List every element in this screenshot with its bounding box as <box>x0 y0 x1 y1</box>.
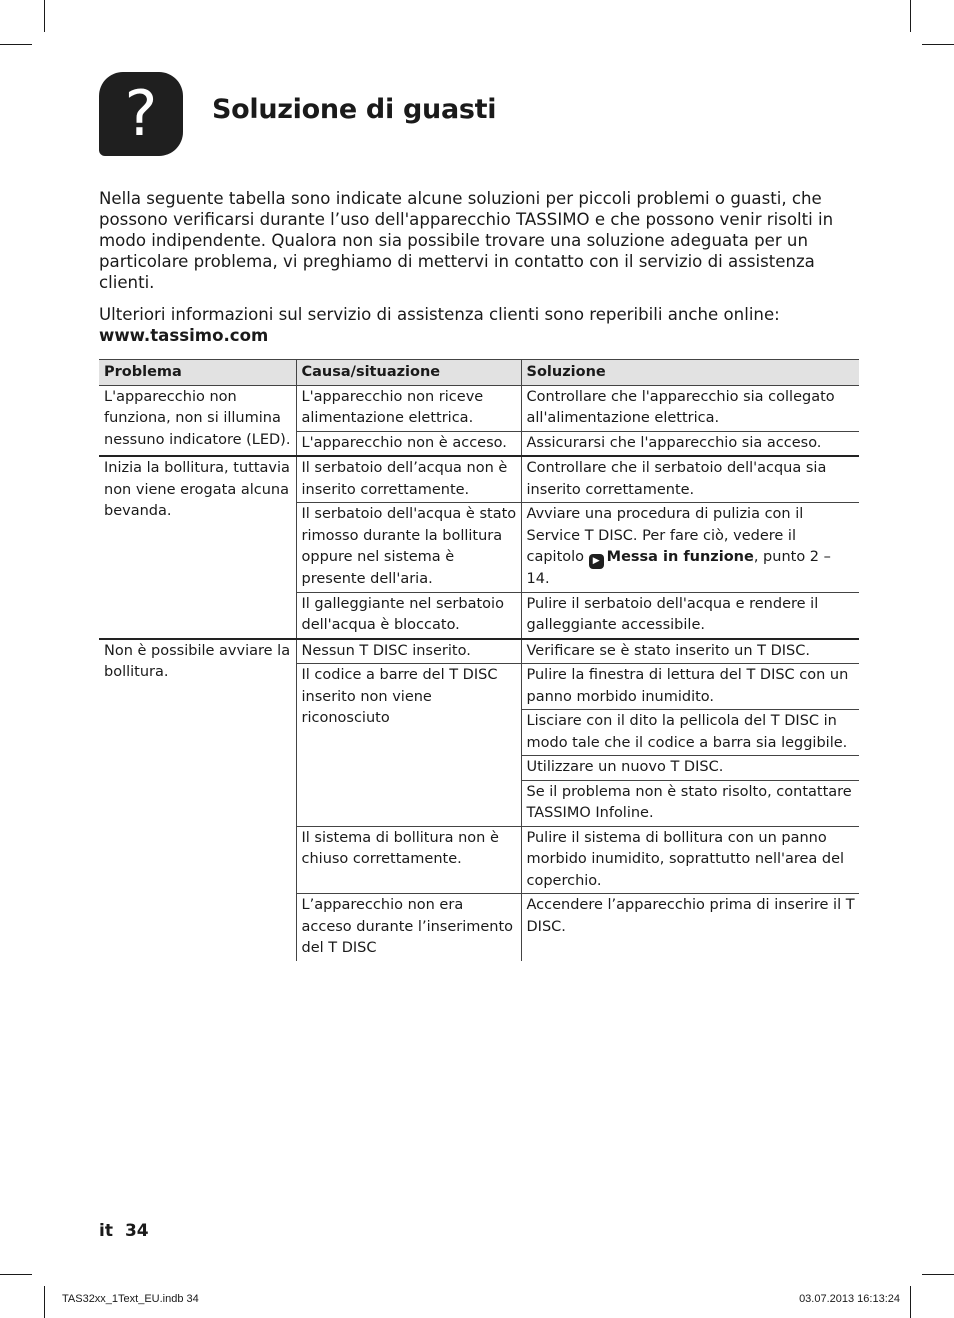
crop-mark <box>44 1286 45 1318</box>
crop-mark <box>922 44 954 45</box>
crop-mark <box>910 1286 911 1318</box>
solution-cell: Utilizzare un nuovo T DISC. <box>521 756 859 781</box>
solution-cell: Controllare che l'apparecchio sia collegato all'alimentazione elettrica. <box>521 385 859 431</box>
website-link[interactable]: www.tassimo.com <box>99 326 269 345</box>
cause-cell: Nessun T DISC inserito. <box>296 639 521 664</box>
troubleshooting-table <box>99 359 859 961</box>
cause-cell: L'apparecchio non è acceso. <box>296 431 521 456</box>
solution-cell: Pulire il sistema di bollitura con un panno morbido inumidito, soprattutto nell'area del coperchio. <box>521 826 859 894</box>
page-number <box>99 1221 161 1241</box>
header-solution: Soluzione <box>521 360 859 386</box>
solution-cell: Se il problema non è stato risolto, contattare TASSIMO Infoline. <box>521 780 859 826</box>
chapter-suffix: , punto 2 – 14. <box>526 549 831 587</box>
solution-cell: Assicurarsi che l'apparecchio sia acceso. <box>521 431 859 456</box>
cause-cell: L’apparecchio non era acceso durante l’inserimento del T DISC <box>296 894 521 961</box>
crop-mark <box>0 44 32 45</box>
online-paragraph <box>99 304 869 346</box>
question-icon: ? <box>99 72 183 156</box>
solution-cell: Controllare che il serbatoio dell'acqua sia inserito correttamente. <box>521 456 859 503</box>
problem-cell: L'apparecchio non funziona, non si illumina nessuno indicatore (LED). <box>99 385 296 456</box>
language-code: it <box>99 1221 113 1241</box>
header-problem: Problema <box>99 360 296 386</box>
cause-cell: L'apparecchio non riceve alimentazione elettrica. <box>296 385 521 431</box>
solution-cell: Lisciare con il dito la pellicola del T DISC in modo tale che il codice a barra sia leggibile. <box>521 710 859 756</box>
table-header-row <box>99 360 859 386</box>
cause-cell: Il serbatoio dell’acqua non è inserito correttamente. <box>296 456 521 503</box>
problem-cell: Non è possibile avviare la bollitura. <box>104 642 291 680</box>
cause-cell: Il galleggiante nel serbatoio dell'acqua è bloccato. <box>296 592 521 639</box>
cause-cell: Il codice a barre del T DISC inserito non viene riconosciuto <box>296 664 521 827</box>
page-num: 34 <box>124 1221 149 1241</box>
chapter-link[interactable]: Messa in funzione <box>606 549 754 565</box>
crop-mark <box>0 1274 32 1275</box>
crop-mark <box>922 1274 954 1275</box>
online-text: Ulteriori informazioni sul servizio di assistenza clienti sono reperibili anche online: <box>99 305 780 324</box>
cause-cell: Il serbatoio dell'acqua è stato rimosso durante la bollitura oppure nel sistema è presente dell'aria. <box>296 503 521 593</box>
crop-mark <box>44 0 45 32</box>
print-slug-file: TAS32xx_1Text_EU.indb 34 <box>62 1293 199 1305</box>
page-title: Soluzione di guasti <box>212 94 497 125</box>
solution-cell: Pulire la finestra di lettura del T DISC con un panno morbido inumidito. <box>521 664 859 710</box>
crop-mark <box>910 0 911 32</box>
solution-cell <box>521 503 859 593</box>
solution-cell: Accendere l’apparecchio prima di inserire il T DISC. <box>521 894 859 961</box>
header-cause: Causa/situazione <box>296 360 521 386</box>
table-row <box>99 639 859 664</box>
solution-cell: Pulire il serbatoio dell'acqua e rendere il galleggiante accessibile. <box>521 592 859 639</box>
table-row <box>99 385 859 431</box>
play-icon: ▶ <box>589 554 604 569</box>
cause-cell: Il sistema di bollitura non è chiuso correttamente. <box>296 826 521 894</box>
solution-text: Avviare una procedura di pulizia con il Service T DISC. Per fare ciò, vedere il capitolo <box>526 506 804 565</box>
table-row <box>99 456 859 503</box>
intro-paragraph: Nella seguente tabella sono indicate alcune soluzioni per piccoli problemi o guasti, che possono verificarsi durante l’uso dell'apparecchio TASSIMO e che possono venir risolti in modo indipendente. Qualora non sia possibile trovare una soluzione adeguata per un particolare problema, vi preghiamo di mettervi in contatto con il servizio di assistenza clienti. <box>99 189 834 292</box>
solution-cell: Verificare se è stato inserito un T DISC. <box>521 639 859 664</box>
problem-cell: Inizia la bollitura, tuttavia non viene erogata alcuna bevanda. <box>99 456 296 639</box>
print-slug-date: 03.07.2013 16:13:24 <box>799 1293 900 1305</box>
